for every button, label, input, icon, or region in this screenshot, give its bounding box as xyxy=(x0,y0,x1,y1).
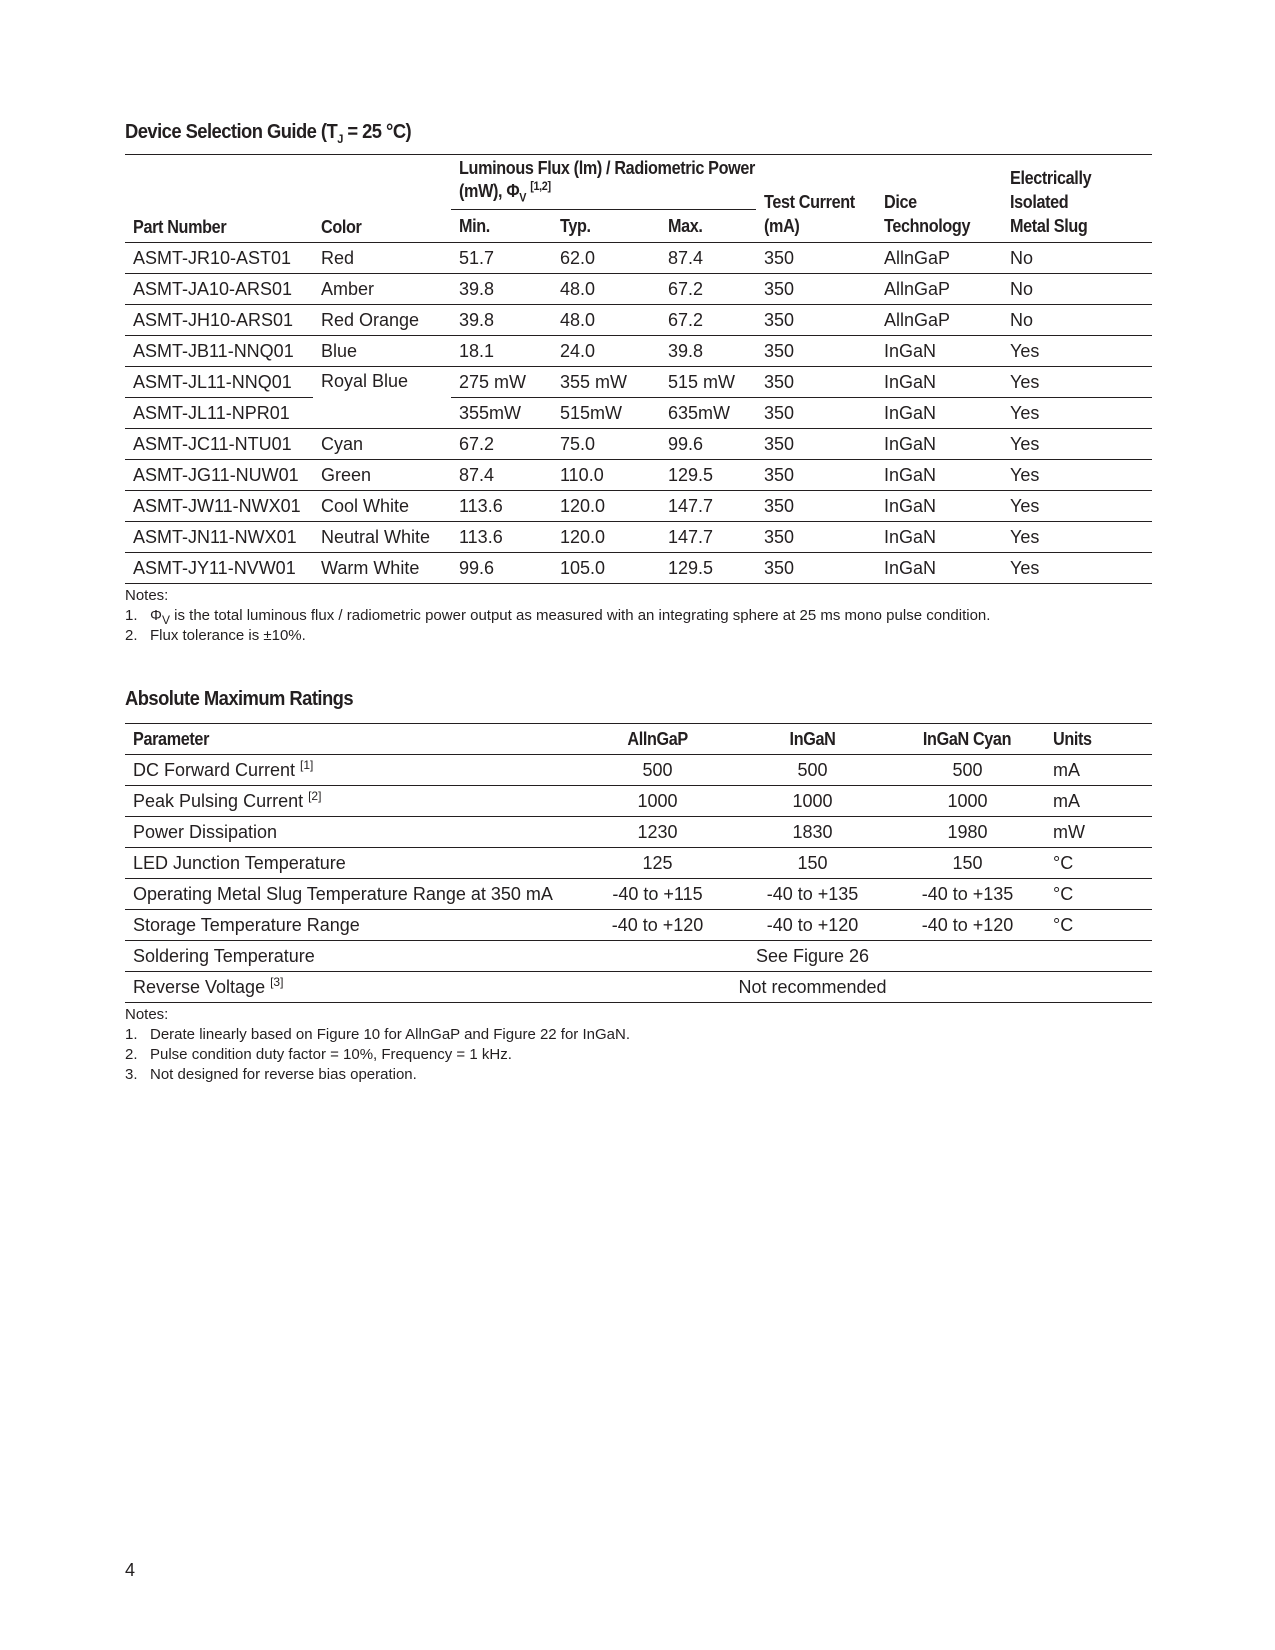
units xyxy=(1045,941,1152,972)
parameter: DC Forward Current [1] xyxy=(125,755,580,786)
value-ingan: 500 xyxy=(735,755,890,786)
flux-max: 129.5 xyxy=(660,460,756,491)
table-row xyxy=(125,848,1152,879)
part-number: ASMT-JN11-NWX01 xyxy=(125,522,313,553)
color: Green xyxy=(313,460,451,491)
isolated-slug: No xyxy=(1002,305,1152,336)
value-ingan-cyan: -40 to +120 xyxy=(890,910,1045,941)
table-row xyxy=(125,305,1152,336)
dice-technology: AllnGaP xyxy=(876,274,1002,305)
isolated-slug: Yes xyxy=(1002,398,1152,429)
dice-technology: InGaN xyxy=(876,336,1002,367)
dice-technology: InGaN xyxy=(876,367,1002,398)
isolated-slug: Yes xyxy=(1002,553,1152,584)
flux-typ: 75.0 xyxy=(552,429,660,460)
units: mA xyxy=(1045,786,1152,817)
table-row xyxy=(125,398,1152,429)
header-ingan: InGaN xyxy=(735,724,890,755)
value-ingan: -40 to +120 xyxy=(735,910,890,941)
part-number: ASMT-JW11-NWX01 xyxy=(125,491,313,522)
dice-technology: InGaN xyxy=(876,522,1002,553)
part-number: ASMT-JG11-NUW01 xyxy=(125,460,313,491)
isolated-slug: Yes xyxy=(1002,367,1152,398)
note-item: 1. $\Phi_V$ is the total luminous flux / radiometric power output as measured with an integrating sphere at 25 ms mono pulse condition. xyxy=(125,607,991,627)
part-number: ASMT-JH10-ARS01 xyxy=(125,305,313,336)
value-ingan: -40 to +135 xyxy=(735,879,890,910)
table-row xyxy=(125,429,1152,460)
flux-max: 87.4 xyxy=(660,243,756,274)
isolated-slug: No xyxy=(1002,274,1152,305)
flux-typ: 48.0 xyxy=(552,274,660,305)
test-current: 350 xyxy=(756,460,876,491)
part-number: ASMT-JY11-NVW01 xyxy=(125,553,313,584)
test-current: 350 xyxy=(756,274,876,305)
test-current: 350 xyxy=(756,243,876,274)
selection-guide-notes xyxy=(125,586,990,646)
parameter: Power Dissipation xyxy=(125,817,580,848)
color: Amber xyxy=(313,274,451,305)
header-ingan-cyan: InGaN Cyan xyxy=(890,724,1045,755)
units xyxy=(1045,972,1152,1003)
flux-typ: 24.0 xyxy=(552,336,660,367)
flux-max: 39.8 xyxy=(660,336,756,367)
parameter: LED Junction Temperature xyxy=(125,848,580,879)
value-ingan-cyan: 150 xyxy=(890,848,1045,879)
flux-max: 129.5 xyxy=(660,553,756,584)
header-max: Max. xyxy=(660,210,756,243)
flux-typ: 62.0 xyxy=(552,243,660,274)
flux-max: 99.6 xyxy=(660,429,756,460)
table-row xyxy=(125,274,1152,305)
value-merged: Not recommended xyxy=(580,972,1045,1003)
flux-max: 67.2 xyxy=(660,274,756,305)
value-ingan: 1000 xyxy=(735,786,890,817)
flux-min: 51.7 xyxy=(451,243,552,274)
color: Royal Blue xyxy=(313,367,451,429)
header-metal-slug: Electrically Isolated Metal Slug xyxy=(1010,168,1092,236)
color: Cool White xyxy=(313,491,451,522)
flux-typ: 105.0 xyxy=(552,553,660,584)
isolated-slug: No xyxy=(1002,243,1152,274)
header-dice-technology: Dice Technology xyxy=(884,192,971,236)
isolated-slug: Yes xyxy=(1002,460,1152,491)
header-part-number: Part Number xyxy=(133,217,227,237)
flux-typ: 120.0 xyxy=(552,522,660,553)
part-number: ASMT-JL11-NNQ01 xyxy=(125,367,313,398)
note-item: 2. Pulse condition duty factor = 10%, Frequency = 1 kHz. xyxy=(125,1046,512,1063)
value-ingan-cyan: 1980 xyxy=(890,817,1045,848)
test-current: 350 xyxy=(756,522,876,553)
value-merged: See Figure 26 xyxy=(580,941,1045,972)
part-number: ASMT-JR10-AST01 xyxy=(125,243,313,274)
flux-min: 67.2 xyxy=(451,429,552,460)
parameter: Storage Temperature Range xyxy=(125,910,580,941)
units: °C xyxy=(1045,910,1152,941)
units: °C xyxy=(1045,848,1152,879)
test-current: 350 xyxy=(756,305,876,336)
flux-max: 515 mW xyxy=(660,367,756,398)
flux-max: 147.7 xyxy=(660,522,756,553)
value-allngap: -40 to +120 xyxy=(580,910,735,941)
selection-guide-title: Device Selection Guide ($T_J = 25$ °C) xyxy=(125,121,412,146)
value-allngap: 125 xyxy=(580,848,735,879)
header-units: Units xyxy=(1045,724,1152,755)
dice-technology: InGaN xyxy=(876,398,1002,429)
header-color: Color xyxy=(321,217,362,237)
test-current: 350 xyxy=(756,429,876,460)
isolated-slug: Yes xyxy=(1002,491,1152,522)
isolated-slug: Yes xyxy=(1002,522,1152,553)
value-allngap: 500 xyxy=(580,755,735,786)
color: Blue xyxy=(313,336,451,367)
table-row xyxy=(125,491,1152,522)
flux-min: 18.1 xyxy=(451,336,552,367)
table-row xyxy=(125,941,1152,972)
part-number: ASMT-JC11-NTU01 xyxy=(125,429,313,460)
flux-typ: 48.0 xyxy=(552,305,660,336)
selection-guide-table xyxy=(125,154,1152,584)
color: Cyan xyxy=(313,429,451,460)
max-ratings-table xyxy=(125,723,1152,1003)
part-number: ASMT-JB11-NNQ01 xyxy=(125,336,313,367)
flux-max: 635mW xyxy=(660,398,756,429)
value-allngap: 1000 xyxy=(580,786,735,817)
dice-technology: InGaN xyxy=(876,460,1002,491)
test-current: 350 xyxy=(756,553,876,584)
parameter: Peak Pulsing Current [2] xyxy=(125,786,580,817)
header-test-current: Test Current (mA) xyxy=(764,192,855,236)
flux-min: 355mW xyxy=(451,398,552,429)
table-row xyxy=(125,910,1152,941)
table-row xyxy=(125,336,1152,367)
table-row xyxy=(125,817,1152,848)
flux-min: 87.4 xyxy=(451,460,552,491)
notes-label: Notes: xyxy=(125,587,169,604)
dice-technology: InGaN xyxy=(876,429,1002,460)
flux-min: 39.8 xyxy=(451,274,552,305)
table-row xyxy=(125,972,1152,1003)
value-ingan-cyan: -40 to +135 xyxy=(890,879,1045,910)
isolated-slug: Yes xyxy=(1002,429,1152,460)
max-ratings-title: Absolute Maximum Ratings xyxy=(125,688,354,710)
part-number: ASMT-JA10-ARS01 xyxy=(125,274,313,305)
color: Neutral White xyxy=(313,522,451,553)
value-ingan-cyan: 500 xyxy=(890,755,1045,786)
parameter: Operating Metal Slug Temperature Range at 350 mA xyxy=(125,879,580,910)
dice-technology: AllnGaP xyxy=(876,243,1002,274)
flux-typ: 120.0 xyxy=(552,491,660,522)
table-row xyxy=(125,460,1152,491)
color: Red Orange xyxy=(313,305,451,336)
flux-typ: 355 mW xyxy=(552,367,660,398)
page-number: 4 xyxy=(125,1560,136,1580)
table-row xyxy=(125,755,1152,786)
header-allngap: AllnGaP xyxy=(580,724,735,755)
part-number: ASMT-JL11-NPR01 xyxy=(125,398,313,429)
notes-label: Notes: xyxy=(125,1006,169,1023)
flux-min: 275 mW xyxy=(451,367,552,398)
isolated-slug: Yes xyxy=(1002,336,1152,367)
note-item: 3. Not designed for reverse bias operation. xyxy=(125,1066,417,1083)
max-ratings-notes xyxy=(125,1005,630,1085)
test-current: 350 xyxy=(756,367,876,398)
flux-min: 39.8 xyxy=(451,305,552,336)
test-current: 350 xyxy=(756,398,876,429)
units: mA xyxy=(1045,755,1152,786)
header-parameter: Parameter xyxy=(125,724,580,755)
note-item: 1. Derate linearly based on Figure 10 for AllnGaP and Figure 22 for InGaN. xyxy=(125,1026,630,1043)
table-row xyxy=(125,786,1152,817)
value-allngap: 1230 xyxy=(580,817,735,848)
flux-max: 147.7 xyxy=(660,491,756,522)
header-luminous-flux: Luminous Flux (lm) / Radiometric Power (mW), $\Phi_V$ [1,2] xyxy=(451,155,756,210)
test-current: 350 xyxy=(756,491,876,522)
flux-min: 113.6 xyxy=(451,522,552,553)
table-row xyxy=(125,522,1152,553)
flux-min: 99.6 xyxy=(451,553,552,584)
table-row xyxy=(125,367,1152,398)
header-min: Min. xyxy=(451,210,552,243)
value-ingan: 150 xyxy=(735,848,890,879)
dice-technology: InGaN xyxy=(876,553,1002,584)
units: mW xyxy=(1045,817,1152,848)
flux-typ: 515mW xyxy=(552,398,660,429)
table-row xyxy=(125,879,1152,910)
flux-typ: 110.0 xyxy=(552,460,660,491)
flux-min: 113.6 xyxy=(451,491,552,522)
dice-technology: AllnGaP xyxy=(876,305,1002,336)
header-typ: Typ. xyxy=(552,210,660,243)
color: Warm White xyxy=(313,553,451,584)
parameter: Soldering Temperature xyxy=(125,941,580,972)
parameter: Reverse Voltage [3] xyxy=(125,972,580,1003)
units: °C xyxy=(1045,879,1152,910)
value-ingan: 1830 xyxy=(735,817,890,848)
value-ingan-cyan: 1000 xyxy=(890,786,1045,817)
note-item: 2. Flux tolerance is ±10%. xyxy=(125,627,306,644)
value-allngap: -40 to +115 xyxy=(580,879,735,910)
dice-technology: InGaN xyxy=(876,491,1002,522)
flux-max: 67.2 xyxy=(660,305,756,336)
test-current: 350 xyxy=(756,336,876,367)
table-row xyxy=(125,553,1152,584)
table-row xyxy=(125,243,1152,274)
color: Red xyxy=(313,243,451,274)
